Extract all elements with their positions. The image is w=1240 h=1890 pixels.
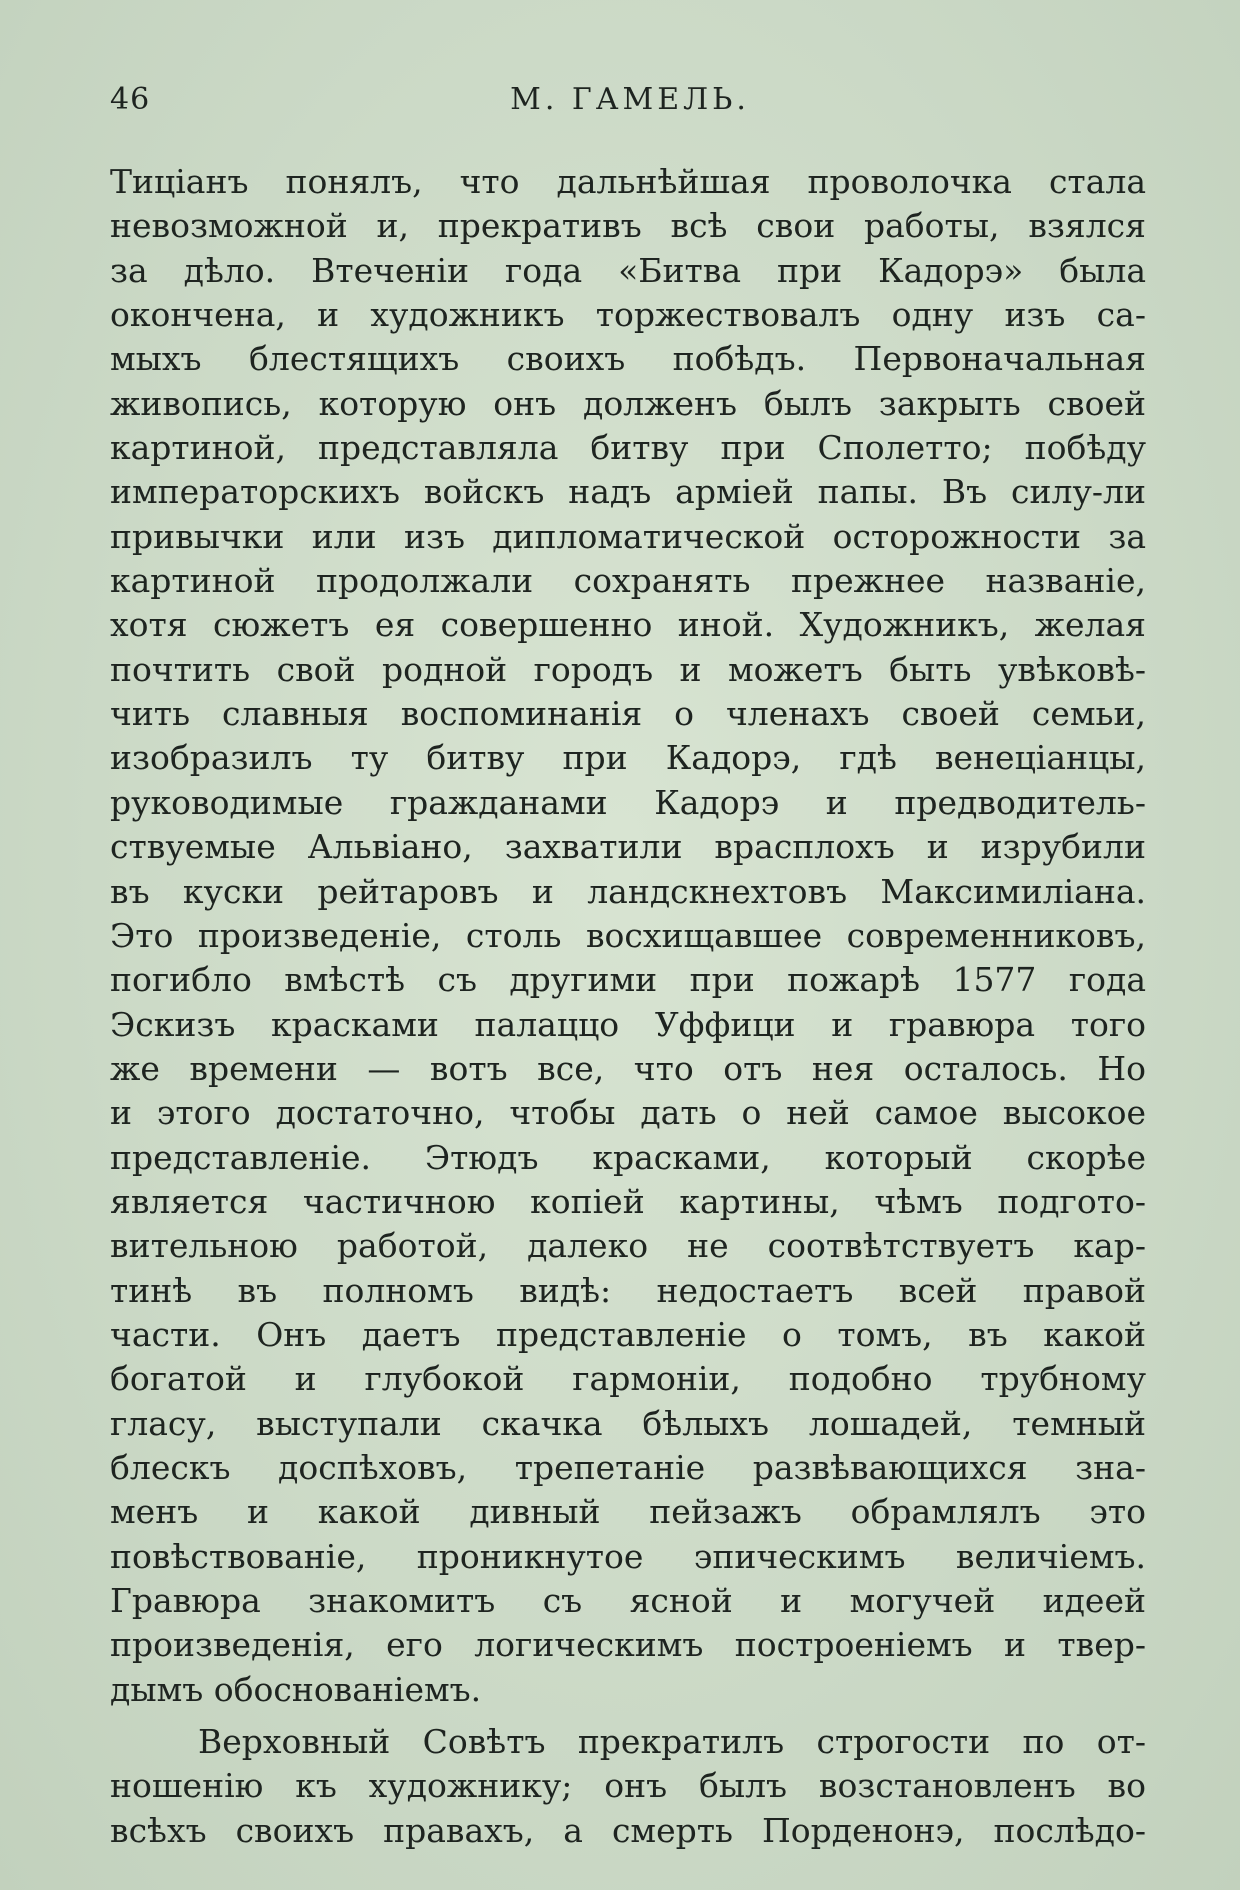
text-line: является частичною копіей картины, чѣмъ подгото-	[110, 1181, 1146, 1221]
text-line: картиной, представляла битву при Сполетто; побѣду	[110, 428, 1146, 468]
text-line: гласу, выступали скачка бѣлыхъ лошадей, темный	[110, 1403, 1146, 1443]
running-head: М. ГАМЕЛЬ.	[510, 82, 750, 117]
text-line: привычки или изъ дипломатической осторожности за	[110, 516, 1146, 556]
text-line: за дѣло. Втеченіи года «Битва при Кадорэ» была	[110, 250, 1146, 290]
text-line: императорскихъ войскъ надъ арміей папы. Въ силу-ли	[110, 472, 1146, 512]
text-line: Гравюра знакомитъ съ ясной и могучей идеей	[110, 1581, 1146, 1620]
text-line: тинѣ въ полномъ видѣ: недостаетъ всей правой	[110, 1270, 1146, 1310]
text-line: произведенія, его логическимъ построеніемъ и твер-	[110, 1625, 1146, 1665]
text-line: мыхъ блестящихъ своихъ побѣдъ. Первоначальная	[110, 339, 1146, 379]
text-line: блескъ доспѣховъ, трепетаніе развѣвающихся зна-	[110, 1447, 1146, 1487]
page-number: 46	[110, 82, 151, 117]
text-line: въ куски рейтаровъ и ландскнехтовъ Максимиліана.	[110, 871, 1146, 911]
text-line: невозможной и, прекративъ всѣ свои работы, взялся	[110, 206, 1146, 246]
text-line: почтить свой родной городъ и можетъ быть увѣковѣ-	[110, 649, 1146, 689]
text-line: чить славныя воспоминанія о членахъ своей семьи,	[110, 694, 1146, 734]
text-line: хотя сюжетъ ея совершенно иной. Художникъ, желая	[110, 605, 1146, 645]
text-line: руководимые гражданами Кадорэ и предводитель-	[110, 782, 1146, 822]
text-line: части. Онъ даетъ представленіе о томъ, въ какой	[110, 1314, 1146, 1354]
text-line: ношенію къ художнику; онъ былъ возстановленъ во	[110, 1766, 1146, 1806]
text-line: Это произведеніе, столь восхищавшее современниковъ,	[110, 915, 1146, 955]
text-line: Тиціанъ понялъ, что дальнѣйшая проволочка стала	[110, 162, 1146, 201]
text-line: богатой и глубокой гармоніи, подобно трубному	[110, 1359, 1146, 1399]
text-line: повѣствованіе, проникнутое эпическимъ величіемъ.	[110, 1536, 1146, 1576]
text-line: изобразилъ ту битву при Кадорэ, гдѣ венеціанцы,	[110, 738, 1146, 778]
text-line: погибло вмѣстѣ съ другими при пожарѣ 1577 года	[110, 960, 1146, 1000]
text-line: окончена, и художникъ торжествовалъ одну изъ са-	[110, 295, 1146, 335]
page-header	[110, 82, 1150, 132]
text-line: всѣхъ своихъ правахъ, а смерть Порденонэ, послѣдо-	[110, 1810, 1146, 1850]
text-line: живопись, которую онъ долженъ былъ закрыть своей	[110, 383, 1146, 423]
text-line: ствуемые Альвіано, захватили врасплохъ и изрубили	[110, 827, 1146, 867]
text-line: представленіе. Этюдъ красками, который скорѣе	[110, 1137, 1146, 1177]
text-line: вительною работой, далеко не соотвѣтствуетъ кар-	[110, 1226, 1146, 1266]
text-line: дымъ обоснованіемъ.	[110, 1669, 482, 1709]
text-line: картиной продолжали сохранять прежнее названіе,	[110, 561, 1146, 601]
body-text	[110, 160, 1146, 1853]
text-line: Верховный Совѣтъ прекратилъ строгости по от-	[198, 1722, 1146, 1762]
paragraph	[110, 160, 1146, 1712]
text-line: менъ и какой дивный пейзажъ обрамлялъ это	[110, 1492, 1146, 1532]
paragraph-gap	[110, 1712, 1146, 1720]
text-line: Эскизъ красками палаццо Уффици и гравюра того	[110, 1004, 1146, 1044]
text-line: же времени — вотъ все, что отъ нея осталось. Но	[110, 1048, 1146, 1088]
text-line: и этого достаточно, чтобы дать о ней самое высокое	[110, 1093, 1146, 1133]
paragraph	[110, 1720, 1146, 1853]
